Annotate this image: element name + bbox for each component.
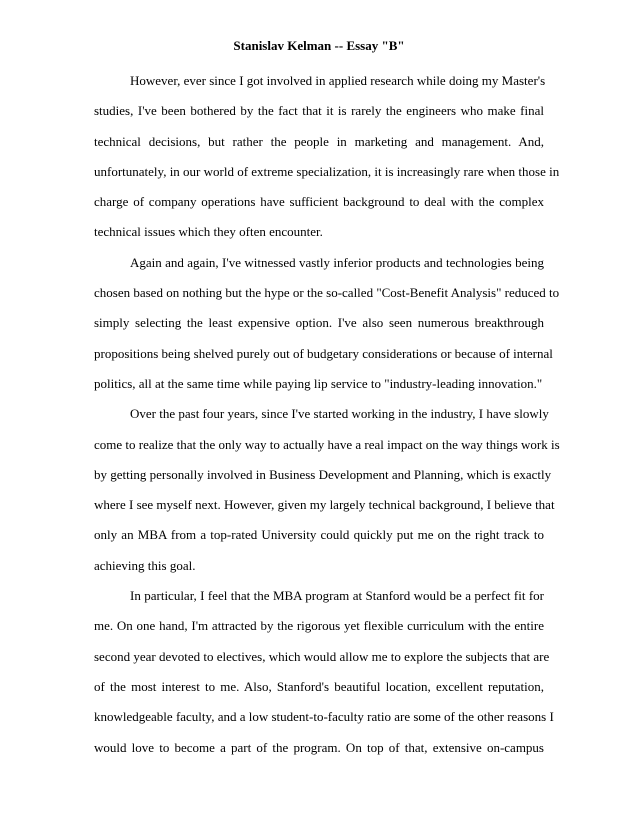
- paragraph-1: [94, 66, 560, 248]
- text-line: studies, I've been bothered by the fact that it is rarely the engineers who make final: [94, 103, 544, 119]
- text-line: propositions being shelved purely out of budgetary considerations or because of internal: [94, 345, 553, 361]
- text-line: politics, all at the same time while paying lip service to "industry-leading innovation.": [94, 375, 543, 391]
- text-line: unfortunately, in our world of extreme specialization, it is increasingly rare when those in: [94, 163, 560, 179]
- text-line: second year devoted to electives, which would allow me to explore the subjects that are: [94, 648, 550, 664]
- text-line: achieving this goal.: [94, 557, 196, 573]
- text-line: would love to become a part of the program. On top of that, extensive on-campus: [94, 739, 544, 755]
- essay-title: Stanislav Kelman -- Essay "B": [233, 38, 405, 53]
- text-line: only an MBA from a top-rated University could quickly put me on the right track to: [94, 527, 544, 543]
- text-line: of the most interest to me. Also, Stanford's beautiful location, excellent reputation,: [94, 678, 544, 694]
- essay-body: [94, 66, 560, 763]
- text-line: In particular, I feel that the MBA program at Stanford would be a perfect fit for: [130, 588, 544, 604]
- paragraph-4: [94, 581, 554, 763]
- text-line: Over the past four years, since I've started working in the industry, I have slowly: [130, 406, 549, 422]
- text-line: by getting personally involved in Business Development and Planning, which is exactly: [94, 466, 552, 482]
- text-line: come to realize that the only way to actually have a real impact on the way things work is: [94, 436, 560, 452]
- text-line: where I see myself next. However, given my largely technical background, I believe that: [94, 497, 555, 513]
- text-line: technical issues which they often encounter.: [94, 224, 323, 240]
- text-line: chosen based on nothing but the hype or the so-called "Cost-Benefit Analysis" reduced to: [94, 285, 560, 301]
- paragraph-2: [94, 248, 560, 399]
- paragraph-3: [94, 399, 560, 581]
- text-line: technical decisions, but rather the people in marketing and management. And,: [94, 133, 544, 149]
- text-line: Again and again, I've witnessed vastly inferior products and technologies being: [130, 254, 544, 270]
- text-line: knowledgeable faculty, and a low student-to-faculty ratio are some of the other reasons I: [94, 709, 554, 725]
- text-line: However, ever since I got involved in applied research while doing my Master's: [130, 73, 546, 88]
- text-line: simply selecting the least expensive option. I've also seen numerous breakthrough: [94, 315, 544, 331]
- text-line: charge of company operations have sufficient background to deal with the complex: [94, 194, 544, 210]
- text-line: me. On one hand, I'm attracted by the rigorous yet flexible curriculum with the entire: [94, 618, 544, 634]
